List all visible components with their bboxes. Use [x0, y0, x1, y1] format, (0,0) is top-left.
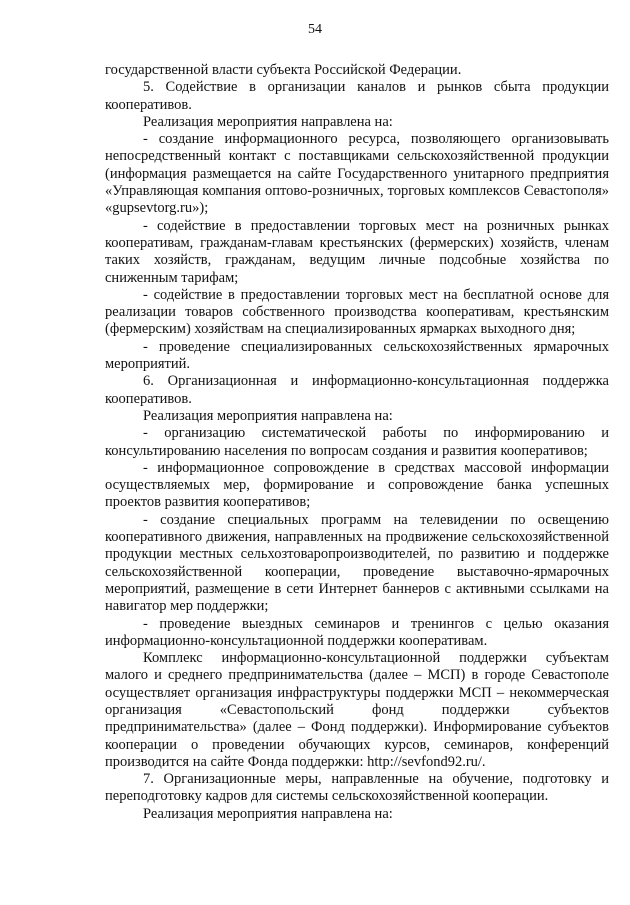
- paragraph: - проведение специализированных сельскохозяйственных ярмарочных мероприятий.: [105, 338, 609, 373]
- paragraph: - создание информационного ресурса, позволяющего организовывать непосредственный контакт с поставщиками сельскохозяйственной продукции (информация размещается на сайте Государственного унитарного предприятия «Управляющая компания оптово-розничных, торговых комплексов Севастополя» «gupsevtorg.ru»);: [105, 131, 609, 217]
- paragraph: государственной власти субъекта Российской Федерации.: [105, 62, 462, 78]
- paragraph: Комплекс информационно-консультационной поддержки субъектам малого и среднего предпринимательства (далее – МСП) в городе Севастополе осуществляет организация инфраструктуры поддержки МСП – некоммерческая организация «Севастопольский фонд поддержки субъектов предпринимательства» (далее – Фонд поддержки). Информирование субъектов кооперации о проведении обучающих курсов, семинаров, конференций производится на сайте Фонда поддержки: http://sevfond92.ru/.: [105, 650, 609, 770]
- document-body: [105, 62, 609, 823]
- paragraph: Реализация мероприятия направлена на:: [143, 113, 393, 130]
- page-number: 54: [308, 22, 322, 37]
- paragraph: - информационное сопровождение в средствах массовой информации осуществляемых мер, формирование и сопровождение банка успешных проектов развития кооперативов;: [105, 459, 609, 511]
- paragraph: 6. Организационная и информационно-консультационная поддержка кооперативов.: [105, 373, 609, 407]
- paragraph: Реализация мероприятия направлена на:: [143, 805, 393, 822]
- paragraph: - содействие в предоставлении торговых мест на бесплатной основе для реализации товаров собственного производства кооперативам, крестьянским (фермерским) хозяйствам на специализированных ярмарках выходного дня;: [105, 286, 609, 338]
- paragraph: - создание специальных программ на телевидении по освещению кооперативного движения, направленных на продвижение сельскохозяйственной продукции местных сельхозтоваропроизводителей, по развитию и поддержке сельскохозяйственной кооперации, проведение выставочно-ярмарочных мероприятий, размещение в сети Интернет баннеров с активными ссылками на навигатор мер поддержки;: [105, 511, 609, 615]
- paragraph: 7. Организационные меры, направленные на обучение, подготовку и переподготовку кадров для системы сельскохозяйственной кооперации.: [105, 771, 609, 805]
- paragraph: 5. Содействие в организации каналов и рынков сбыта продукции кооперативов.: [105, 79, 609, 113]
- paragraph: - содействие в предоставлении торговых мест на розничных рынках кооперативам, гражданам-главам крестьянских (фермерских) хозяйств, членам таких хозяйств, гражданам, ведущим личные подсобные хозяйства по сниженным тарифам;: [105, 217, 609, 286]
- paragraph: - проведение выездных семинаров и тренингов с целью оказания информационно-консультационной поддержки кооперативам.: [105, 615, 609, 649]
- paragraph: - организацию систематической работы по информированию и консультированию населения по вопросам создания и развития кооперативов;: [105, 425, 609, 459]
- paragraph: Реализация мероприятия направлена на:: [143, 407, 393, 424]
